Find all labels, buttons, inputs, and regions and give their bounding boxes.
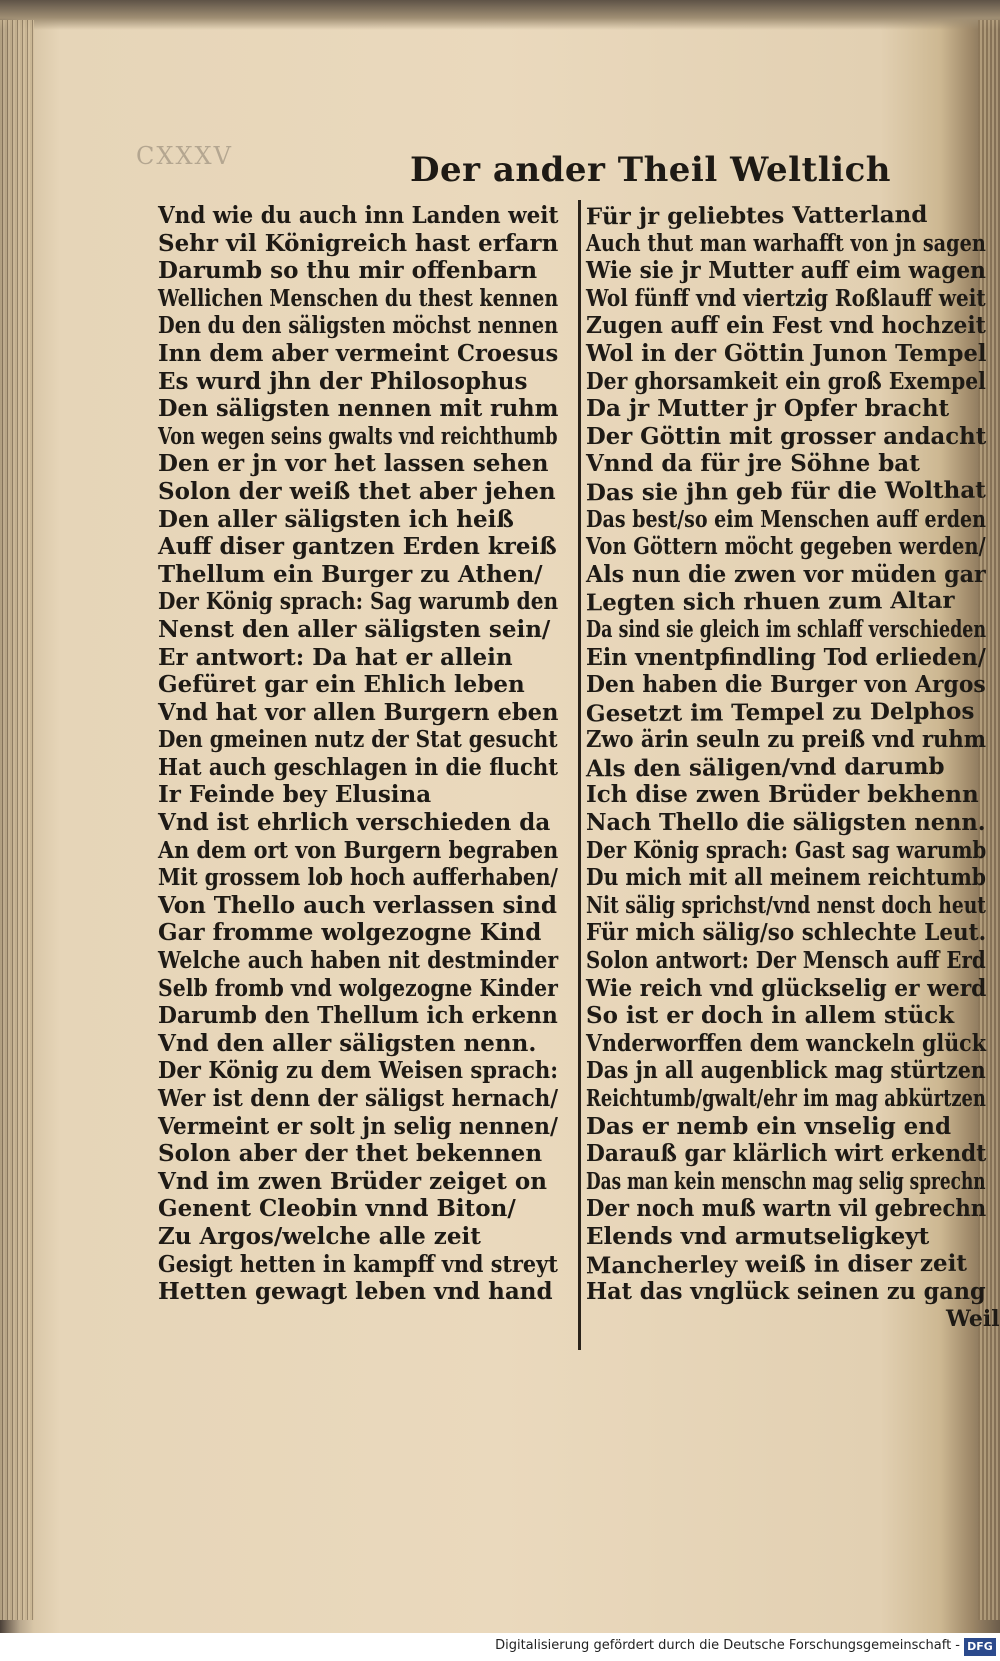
verse-line: Legten sich rhuen zum Altar <box>585 587 955 617</box>
verse-line: Der König zu dem Weisen sprach: <box>158 1057 559 1085</box>
verse-line: Der noch muß wartn vil gebrechn <box>586 1195 987 1223</box>
verse-line: Inn dem aber vermeint Croesus <box>158 339 559 367</box>
catchword: Weil <box>946 1306 1000 1332</box>
verse-line: Darauß gar klärlich wirt erkendt <box>586 1140 987 1168</box>
verse-line: Sehr vil Königreich hast erfarn <box>158 229 559 257</box>
verse-line: Wie sie jr Mutter auff eim wagen <box>586 257 986 285</box>
verse-line: Den du den säligsten möchst nennen <box>158 312 559 340</box>
verse-line: Den haben die Burger von Argos <box>586 671 986 699</box>
verse-line: Der ghorsamkeit ein groß Exempel <box>586 367 986 395</box>
funding-credit: Digitalisierung gefördert durch die Deutsche Forschungsgemeinschaft - <box>495 1638 960 1653</box>
verse-line: Gesetzt im Tempel zu Delphos <box>585 697 975 728</box>
verse-line: Das man kein menschn mag selig sprechn <box>586 1167 986 1195</box>
verse-line: Vnd im zwen Brüder zeiget on <box>158 1167 547 1195</box>
verse-line: Selb fromb vnd wolgezogne Kinder <box>158 974 558 1002</box>
verse-line: Mancherley weiß in diser zeit <box>585 1249 968 1279</box>
verse-line: Es wurd jhn der Philosophus <box>158 367 528 395</box>
verse-line: Wol in der Göttin Junon Tempel <box>586 339 987 367</box>
verse-line: Ein vnentpfindling Tod erlieden/ <box>586 643 986 671</box>
verse-line: Gesigt hetten in kampff vnd streyt <box>158 1250 558 1278</box>
verse-line: Als den säligen/vnd darumb <box>585 752 945 783</box>
verse-line: Der Göttin mit grosser andacht <box>586 422 987 450</box>
verse-line: Vermeint er solt jn selig nennen/ <box>158 1112 558 1140</box>
verse-line: Zwo ärin seuln zu preiß vnd ruhm <box>586 726 986 754</box>
verse-line: Nach Thello die säligsten nenn. <box>586 809 986 837</box>
verse-line: Genent Cleobin vnnd Biton/ <box>158 1195 516 1223</box>
verse-line: Solon antwort: Der Mensch auff Erd <box>586 947 986 975</box>
verse-line: Er antwort: Da hat er allein <box>158 643 513 671</box>
verse-line: Den er jn vor het lassen sehen <box>158 450 549 478</box>
verse-line: Da jr Mutter jr Opfer bracht <box>586 395 950 423</box>
verse-line: Darumb den Thellum ich erkenn <box>158 1002 558 1030</box>
column-rule <box>578 200 581 1350</box>
verse-line: Für mich sälig/so schlechte Leut. <box>586 919 987 947</box>
verse-line: Wie reich vnd glückselig er werd <box>586 974 987 1002</box>
verse-line: Für jr geliebtes Vatterland <box>585 201 928 231</box>
verse-line: Von Thello auch verlassen sind <box>158 891 557 919</box>
verse-line: Vnderworffen dem wanckeln glück <box>586 1029 986 1057</box>
verse-line: Du mich mit all meinem reichtumb <box>586 864 986 892</box>
verse-line: Der König sprach: Gast sag warumb <box>586 836 987 864</box>
running-head: Der ander Theil Weltlich <box>410 150 892 190</box>
verse-line: Das er nemb ein vnselig end <box>586 1112 952 1140</box>
right-text-column <box>586 202 986 1306</box>
verse-line: Reichtumb/gwalt/ehr im mag abkürtzen <box>586 1085 986 1112</box>
verse-line: Den aller säligsten ich heiß <box>158 505 514 533</box>
dfg-logo-icon: DFG <box>964 1638 996 1656</box>
verse-line: Wellichen Menschen du thest kennen <box>158 284 559 312</box>
verse-line: Vnd wie du auch inn Landen weit <box>158 202 559 229</box>
verse-line: Wol fünff vnd viertzig Roßlauff weit <box>586 284 986 312</box>
verse-line: Wer ist denn der säligst hernach/ <box>158 1085 559 1112</box>
verse-line: Thellum ein Burger zu Athen/ <box>158 560 543 588</box>
verse-line: Zugen auff ein Fest vnd hochzeit <box>586 312 986 340</box>
verse-line: Der König sprach: Sag warumb den <box>158 588 559 616</box>
verse-line: Vnd ist ehrlich verschieden da <box>158 809 551 837</box>
verse-line: Gefüret gar ein Ehlich leben <box>158 671 525 699</box>
verse-line: Vnd hat vor allen Burgern eben <box>158 698 559 726</box>
verse-line: Hat das vnglück seinen zu gang <box>586 1278 986 1306</box>
verse-line: Hetten gewagt leben vnd hand <box>158 1278 553 1306</box>
verse-line: An dem ort von Burgern begraben <box>158 836 559 864</box>
verse-line: Solon aber der thet bekennen <box>158 1140 543 1168</box>
verse-line: Auff diser gantzen Erden kreiß <box>158 533 557 561</box>
book-top-edge <box>0 0 1000 30</box>
verse-line: Elends vnd armutseligkeyt <box>586 1222 930 1250</box>
verse-line: Von wegen seins gwalts vnd reichthumb <box>158 422 558 450</box>
verse-line: Vnnd da für jre Söhne bat <box>586 450 920 478</box>
digitization-footer <box>0 1633 1000 1661</box>
folio-number: CXXXV <box>136 142 233 170</box>
book-page-edges <box>0 20 34 1620</box>
verse-line: Nenst den aller säligsten sein/ <box>158 615 551 643</box>
verse-line: Solon der weiß thet aber jehen <box>158 477 556 505</box>
verse-line: Mit grossem lob hoch aufferhaben/ <box>158 864 558 892</box>
left-text-column <box>158 202 558 1306</box>
verse-line: Von Göttern möcht gegeben werden/ <box>586 533 986 561</box>
verse-line: Nit sälig sprichst/vnd nenst doch heut <box>586 891 986 919</box>
verse-line: Welche auch haben nit destminder <box>158 947 559 975</box>
verse-line: Zu Argos/welche alle zeit <box>158 1222 481 1250</box>
verse-line: Auch thut man warhafft von jn sagen <box>586 229 986 257</box>
verse-line: Als nun die zwen vor müden gar <box>586 560 986 588</box>
verse-line: So ist er doch in allem stück <box>586 1002 955 1030</box>
verse-line: Das sie jhn geb für die Wolthat <box>585 476 986 507</box>
verse-line: Darumb so thu mir offenbarn <box>158 257 538 285</box>
verse-line: Hat auch geschlagen in die flucht <box>158 753 559 781</box>
verse-line: Das best/so eim Menschen auff erden <box>586 505 986 533</box>
verse-line: Das jn all augenblick mag stürtzen <box>586 1057 986 1085</box>
verse-line: Ir Feinde bey Elusina <box>158 781 432 809</box>
verse-line: Gar fromme wolgezogne Kind <box>158 919 542 947</box>
verse-line: Den säligsten nennen mit ruhm <box>158 395 559 423</box>
verse-line: Ich dise zwen Brüder bekhenn <box>586 781 979 809</box>
verse-line: Da sind sie gleich im schlaff verschieden <box>586 615 987 643</box>
verse-line: Vnd den aller säligsten nenn. <box>158 1029 537 1057</box>
verse-line: Den gmeinen nutz der Stat gesucht <box>158 726 558 754</box>
